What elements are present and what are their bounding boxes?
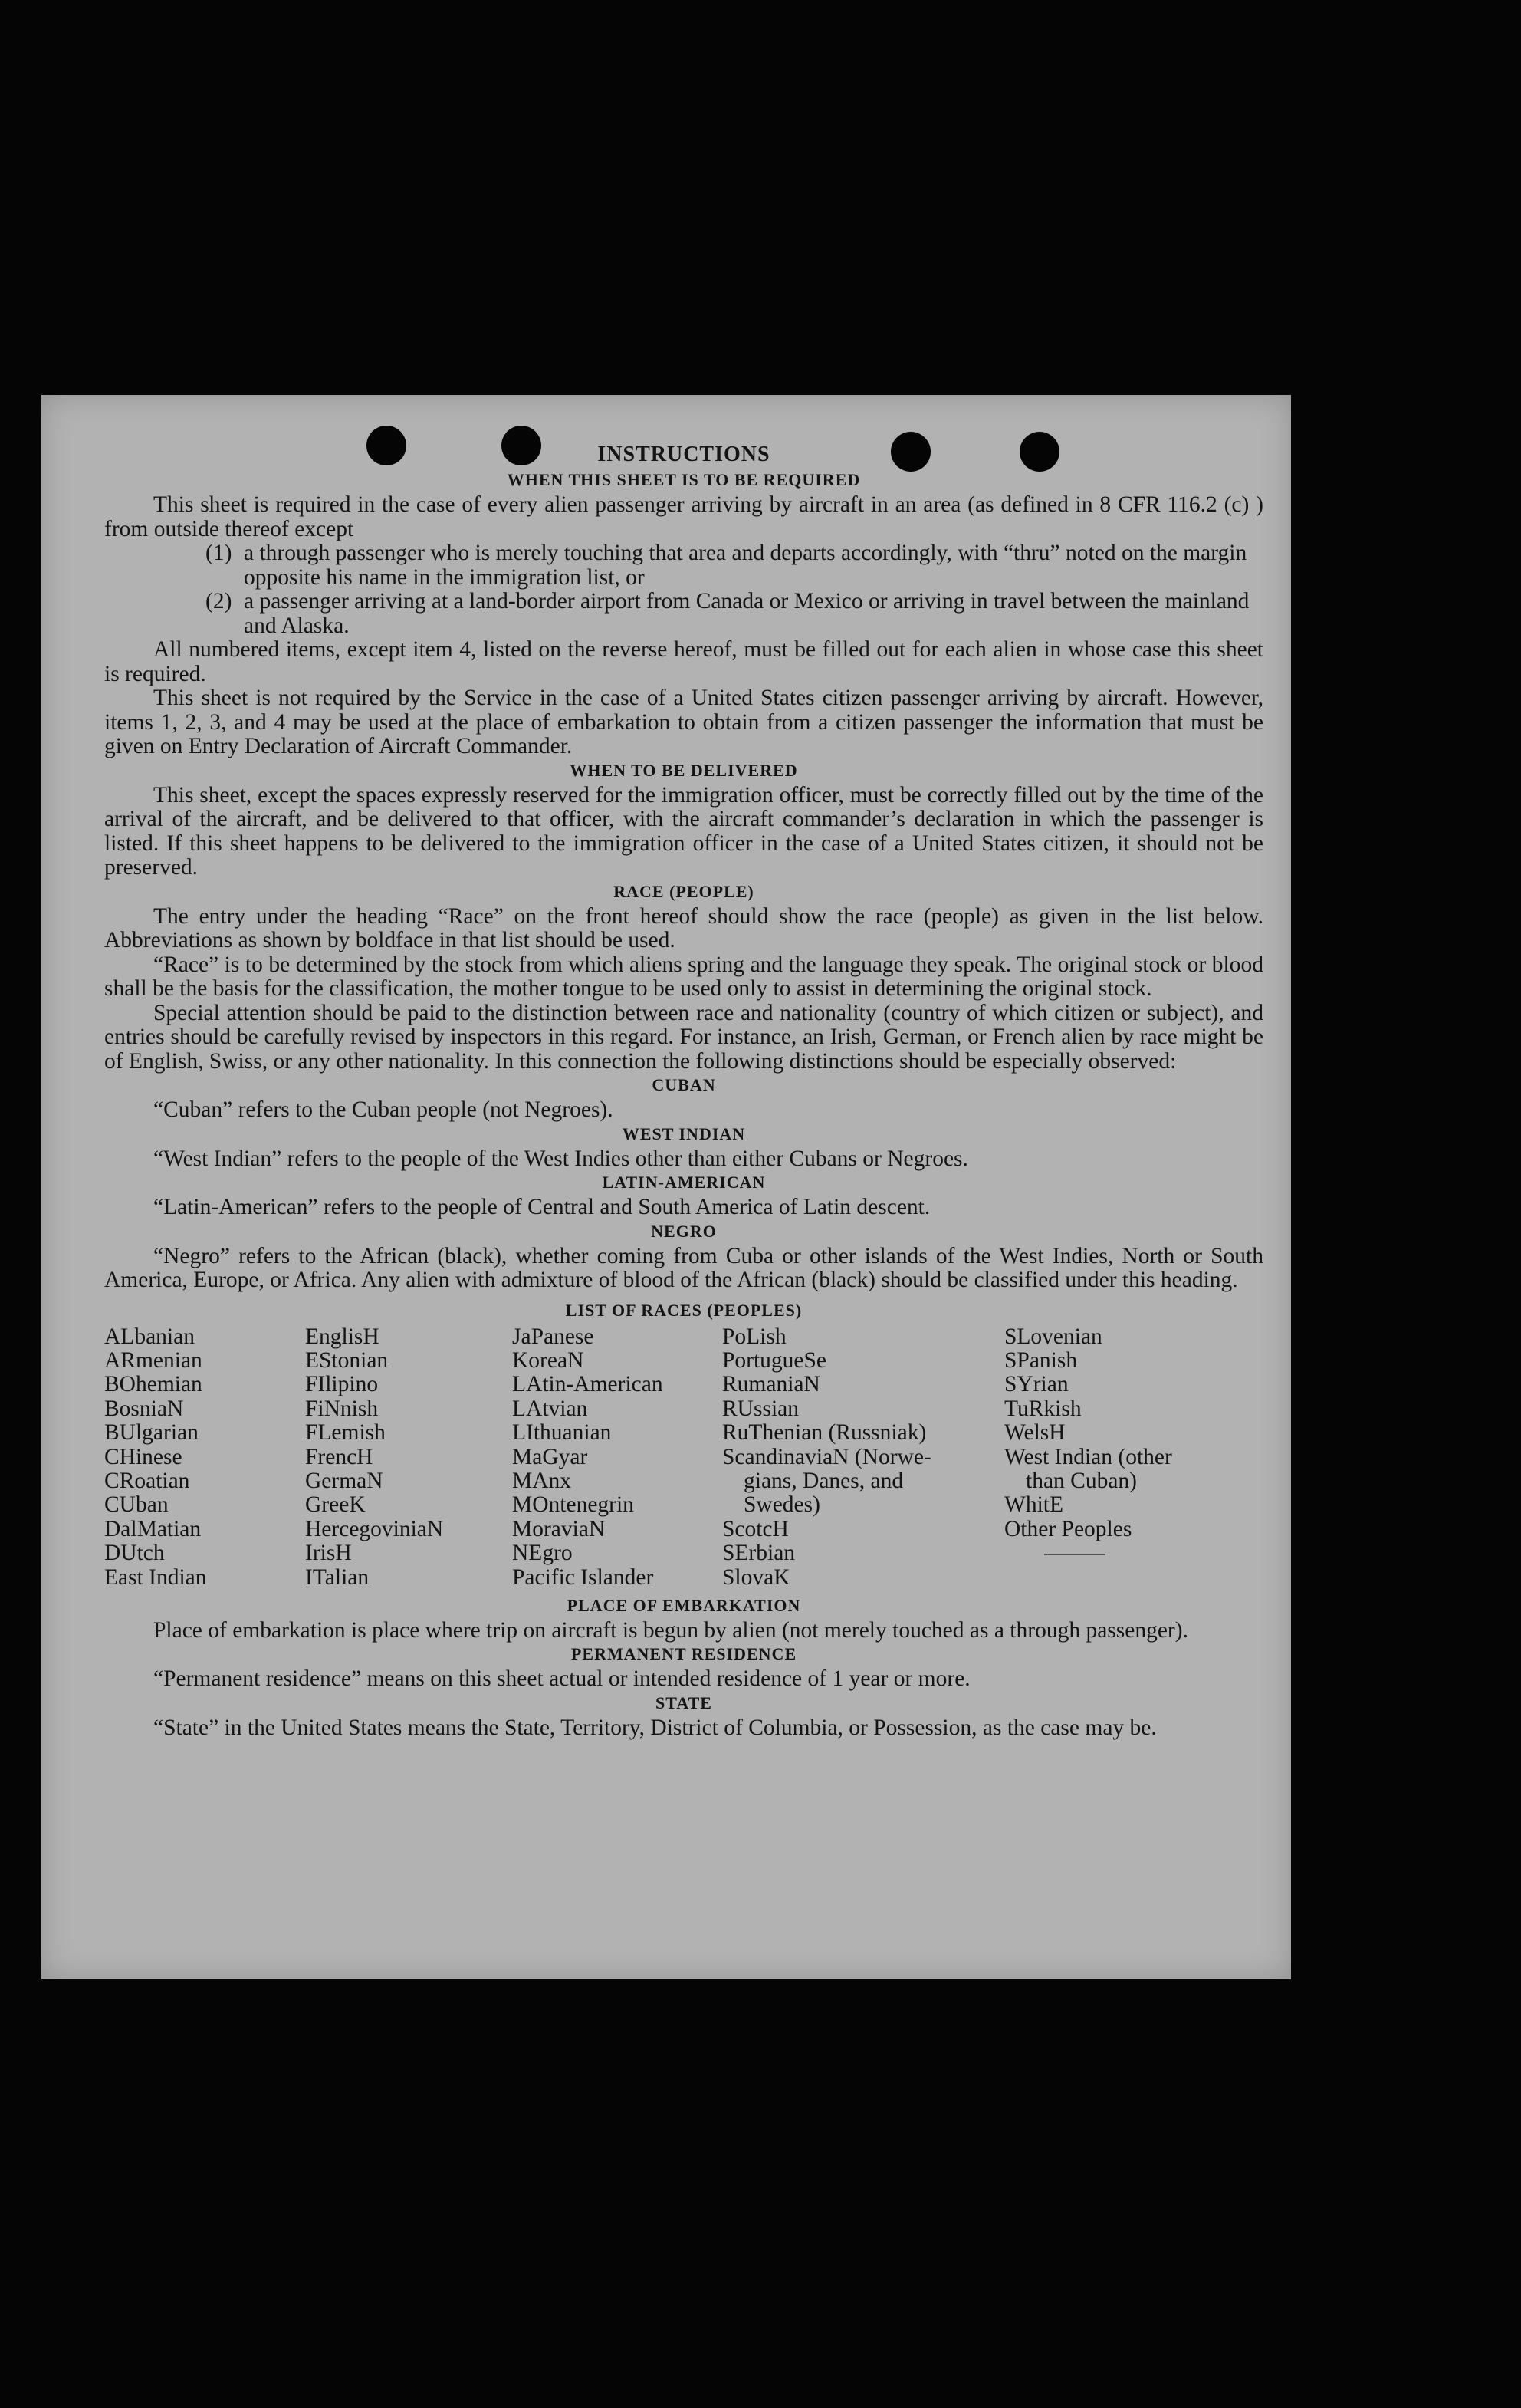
race-item: PoLish (722, 1324, 787, 1349)
subheading-cuban: CUBAN (652, 1075, 716, 1094)
race-item: East Indian (104, 1564, 207, 1590)
race-item: CHinese (104, 1444, 182, 1469)
race-item: LAtin-American (512, 1372, 663, 1397)
race-item: WelsH (1004, 1420, 1066, 1446)
subheading-west-indian: WEST INDIAN (622, 1123, 746, 1143)
paragraph: The entry under the heading “Race” on the front hereof should show the race (people) as given in the list below. Abbreviations as shown by boldface in that list should be used. (104, 903, 1263, 952)
race-item: MoraviaN (512, 1516, 606, 1541)
paragraph: “Latin-American” refers to the people of Central and South America of Latin descent. (153, 1195, 931, 1219)
race-item: FrencH (305, 1444, 373, 1469)
item-text: a through passenger who is merely touching that area and departs accordingly, with “thru” noted on the margin opposite his name in the immigration list, or (244, 541, 1247, 590)
subheading-latin-american: LATIN-AMERICAN (602, 1173, 766, 1192)
race-item: DUtch (104, 1541, 165, 1566)
race-item: RUssian (722, 1396, 799, 1421)
race-item: ALbanian (104, 1324, 195, 1349)
race-item: DalMatian (104, 1516, 202, 1541)
race-item: SYrian (1004, 1372, 1069, 1397)
race-item: PortugueSe (722, 1347, 827, 1373)
paragraph: “Negro” refers to the African (black), whether coming from Cuba or other islands of the West Indies, North or South America, Europe, or Africa. Any alien with admixture of blood of the African (black) should be classified under this heading. (104, 1243, 1263, 1292)
race-item: gians, Danes, and (744, 1468, 904, 1493)
race-item: Swedes) (744, 1492, 820, 1518)
list-item (104, 541, 1263, 590)
paragraph: “West Indian” refers to the people of the West Indies other than either Cubans or Negroes. (153, 1146, 968, 1171)
race-item: BOhemian (104, 1372, 202, 1397)
race-item: ScotcH (722, 1516, 789, 1541)
race-item: MaGyar (512, 1444, 588, 1469)
race-item: EStonian (305, 1347, 389, 1373)
race-item: WhitE (1004, 1492, 1064, 1518)
race-item: GreeK (305, 1492, 366, 1518)
item-text: a passenger arriving at a land-border airport from Canada or Mexico or arriving in travel between the mainland and Alaska. (244, 589, 1250, 638)
races-column-3 (512, 1325, 722, 1590)
race-item: ScandinaviaN (Norwe- (722, 1444, 931, 1469)
race-item: RumaniaN (722, 1372, 820, 1397)
race-item: TuRkish (1004, 1396, 1082, 1421)
race-item: MAnx (512, 1468, 572, 1493)
paragraph: This sheet, except the spaces expressly reserved for the immigration officer, must be correctly filled out by the time of the arrival of the aircraft, and be delivered to that officer, with the aircraft commander’s declaration in which the passenger is listed. If this sheet happens to be delivered to the immigration officer in the case of a United States citizen, it should not be preserved. (104, 782, 1263, 880)
race-item: HercegoviniaN (305, 1516, 444, 1541)
race-item: JaPanese (512, 1324, 594, 1349)
section-heading-embarkation: PLACE OF EMBARKATION (567, 1595, 801, 1615)
race-item: West Indian (other (1004, 1444, 1172, 1469)
sheet-content (104, 442, 1263, 1740)
race-item: MOntenegrin (512, 1492, 634, 1518)
race-item: EnglisH (305, 1324, 379, 1349)
race-item: ITalian (305, 1564, 370, 1590)
section-heading-delivered: WHEN TO BE DELIVERED (570, 760, 798, 780)
race-item: RuThenian (Russniak) (722, 1420, 927, 1446)
race-item: SlovaK (722, 1564, 790, 1590)
races-column-5 (1004, 1325, 1257, 1590)
paragraph: “Permanent residence” means on this sheet actual or intended residence of 1 year or more. (153, 1666, 971, 1692)
section-heading-state: STATE (655, 1693, 712, 1712)
race-item: FLemish (305, 1420, 386, 1446)
race-item: Pacific Islander (512, 1564, 654, 1590)
race-item: than Cuban) (1026, 1468, 1138, 1493)
race-item: FiNnish (305, 1396, 379, 1421)
race-item: BUlgarian (104, 1420, 199, 1446)
race-item: SPanish (1004, 1347, 1078, 1373)
paragraph: All numbered items, except item 4, listed on the reverse hereof, must be filled out for each alien in whose case this sheet is required. (104, 637, 1263, 686)
instruction-sheet (41, 395, 1291, 1979)
race-item: CRoatian (104, 1468, 190, 1493)
divider (1004, 1541, 1257, 1565)
race-item: NEgro (512, 1541, 573, 1566)
section-heading-race: RACE (PEOPLE) (613, 881, 754, 901)
race-item: SErbian (722, 1541, 796, 1566)
race-item: KoreaN (512, 1347, 584, 1373)
races-list (104, 1325, 1263, 1590)
paragraph: This sheet is required in the case of every alien passenger arriving by aircraft in an area (as defined in 8 CFR 116.2 (c) ) from outside thereof except (104, 492, 1263, 541)
race-item: BosniaN (104, 1396, 184, 1421)
section-heading-required: WHEN THIS SHEET IS TO BE REQUIRED (507, 470, 861, 489)
section-heading-races: LIST OF RACES (PEOPLES) (565, 1300, 803, 1320)
item-number: (1) (205, 541, 232, 565)
paragraph: “Race” is to be determined by the stock from which aliens spring and the language they speak. The original stock or blood shall be the basis for the classification, the mother tongue to be used only to assist in determining the original stock. (104, 952, 1263, 1001)
race-item: CUban (104, 1492, 169, 1518)
race-item: FIlipino (305, 1372, 379, 1397)
race-item: IrisH (305, 1541, 352, 1566)
section-heading-residence: PERMANENT RESIDENCE (570, 1644, 797, 1664)
paragraph: “Cuban” refers to the Cuban people (not Negroes). (153, 1097, 613, 1122)
races-column-1 (104, 1325, 305, 1590)
item-number: (2) (205, 589, 232, 614)
race-item: Other Peoples (1004, 1516, 1132, 1541)
race-item: GermaN (305, 1468, 383, 1493)
race-item: SLovenian (1004, 1324, 1102, 1349)
paragraph: This sheet is not required by the Service in the case of a United States citizen passenger arriving by aircraft. However, items 1, 2, 3, and 4 may be used at the place of embarkation to obtain from a citizen passenger the information that must be given on Entry Declaration of Aircraft Commander. (104, 686, 1263, 758)
races-column-2 (305, 1325, 512, 1590)
page-title: INSTRUCTIONS (597, 442, 770, 466)
race-item: LIthuanian (512, 1420, 612, 1446)
paragraph: “State” in the United States means the State, Territory, District of Columbia, or Possession, as the case may be. (153, 1715, 1157, 1740)
subheading-negro: NEGRO (651, 1221, 717, 1241)
race-item: LAtvian (512, 1396, 588, 1421)
race-item: ARmenian (104, 1347, 202, 1373)
list-item (104, 590, 1263, 638)
races-column-4 (722, 1325, 1004, 1590)
paragraph: Place of embarkation is place where trip on aircraft is begun by alien (not merely touched as a through passenger). (153, 1617, 1188, 1643)
paragraph: Special attention should be paid to the distinction between race and nationality (country of which citizen or subject), and entries should be carefully revised by inspectors in this regard. For instance, an Irish, German, or French alien by race might be of English, Swiss, or any other nationality. In this connection the following distinctions should be especially observed: (104, 1000, 1263, 1074)
